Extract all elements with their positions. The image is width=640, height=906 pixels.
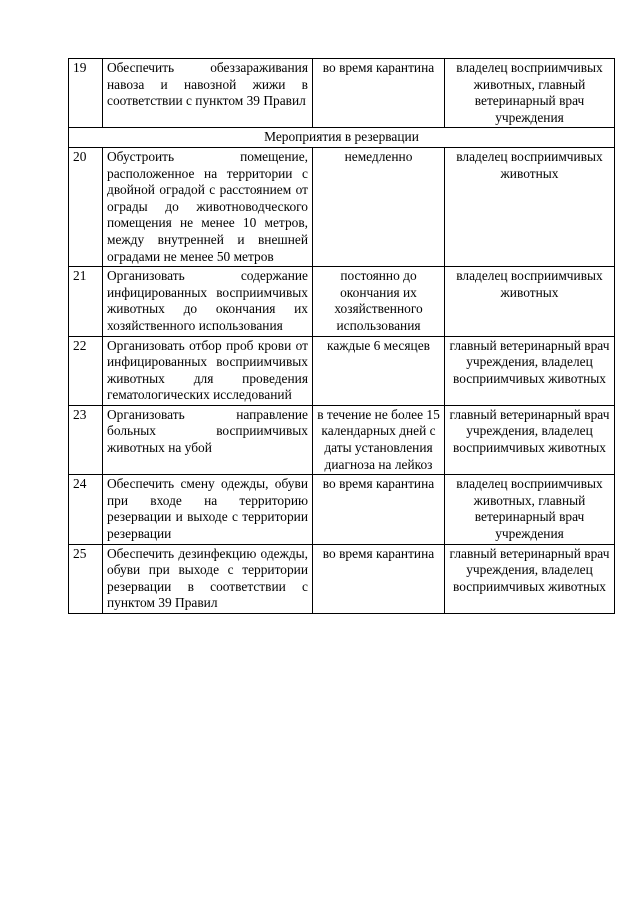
row-responsible: владелец восприимчивых животных xyxy=(445,267,615,336)
row-number: 23 xyxy=(69,405,103,474)
row-term: немедленно xyxy=(313,147,445,266)
measures-table xyxy=(68,58,615,614)
row-number: 25 xyxy=(69,544,103,613)
table-row xyxy=(69,59,615,128)
table-row xyxy=(69,544,615,613)
row-term: во время карантина xyxy=(313,475,445,544)
row-term: во время карантина xyxy=(313,544,445,613)
row-action: Организовать отбор проб крови от инфицированных восприимчивых животных для проведения гематологических исследований xyxy=(103,336,313,405)
row-action: Организовать направление больных восприимчивых животных на убой xyxy=(103,405,313,474)
row-action: Обеспечить обеззараживания навоза и навозной жижи в соответствии с пунктом 39 Правил xyxy=(103,59,313,128)
row-responsible: владелец восприимчивых животных, главный ветеринарный врач учреждения xyxy=(445,475,615,544)
section-row xyxy=(69,128,615,148)
row-number: 21 xyxy=(69,267,103,336)
table-row xyxy=(69,405,615,474)
row-number: 19 xyxy=(69,59,103,128)
row-action: Организовать содержание инфицированных восприимчивых животных до окончания их хозяйственного использования xyxy=(103,267,313,336)
row-term: в течение не более 15 календарных дней с даты установления диагноза на лейкоз xyxy=(313,405,445,474)
table-row xyxy=(69,267,615,336)
table-row xyxy=(69,336,615,405)
row-term: во время карантина xyxy=(313,59,445,128)
row-responsible: владелец восприимчивых животных, главный ветеринарный врач учреждения xyxy=(445,59,615,128)
table-row xyxy=(69,475,615,544)
row-responsible: главный ветеринарный врач учреждения, владелец восприимчивых животных xyxy=(445,336,615,405)
row-number: 20 xyxy=(69,147,103,266)
row-term: каждые 6 месяцев xyxy=(313,336,445,405)
row-responsible: главный ветеринарный врач учреждения, владелец восприимчивых животных xyxy=(445,544,615,613)
row-number: 22 xyxy=(69,336,103,405)
row-term: постоянно до окончания их хозяйственного использования xyxy=(313,267,445,336)
row-responsible: владелец восприимчивых животных xyxy=(445,147,615,266)
section-title: Мероприятия в резервации xyxy=(69,128,615,148)
row-action: Обеспечить смену одежды, обуви при входе на территорию резервации и выходе с территории резервации xyxy=(103,475,313,544)
row-action: Обеспечить дезинфекцию одежды, обуви при выходе с территории резервации в соответствии с пунктом 39 Правил xyxy=(103,544,313,613)
row-responsible: главный ветеринарный врач учреждения, владелец восприимчивых животных xyxy=(445,405,615,474)
table-row xyxy=(69,147,615,266)
row-action: Обустроить помещение, расположенное на территории с двойной оградой с расстоянием от ограды до животноводческого помещения не менее 10 метров, между внутренней и внешней оградами не менее 50 метров xyxy=(103,147,313,266)
row-number: 24 xyxy=(69,475,103,544)
